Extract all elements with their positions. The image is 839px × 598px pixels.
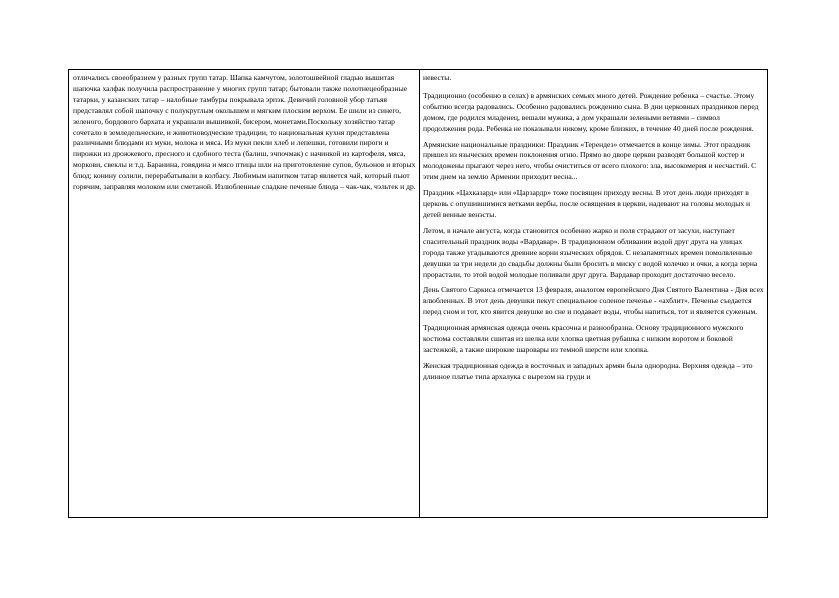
right-paragraph-5: День Святого Саркиса отмечается 13 февраля, аналогом европейского Дня Святого Валентина - Дня всех влюбленных. В этот день девушки пекут специальное соленое печенье - «ахблит». Печенье съедается перед сном и тот, кто явится девушке во сне и подавает воды, чтобы напиться, тот и является суженым. <box>423 285 764 317</box>
right-paragraph-1: Традиционно (особенно в селах) в армянских семьях много детей. Рождение ребенка – счастье. Этому событию всегда радовались. Особенно радовались рождению сына. В дни церковных праздников перед домом, где родился младенец, вешали мужика, а дом украшали зелеными ветвями – символ продолжения рода. Ребенка не показывали никому, кроме близких, в течение 40 дней после рождения. <box>423 90 759 133</box>
left-paragraph: отличались своеобразием у разных групп татар. Шапка камчутом, золотошвейной гладью вышитая шапочка халфак получила распространение у многих групп татар; бытовали также полотнецеобразные татарки, у казанских татар – налобные тамбуры покрывала эрпэк. Девичий головной убор татьяя представлял собой шапочку с полукруглым околышем и мягким плоским верхом. Ее шили из синего, зеленого, бордового бархата и украшали вышивкой, бисером, монетами.Поскольку хозяйство татар сочетало в земледельческие, и животноводческие традиции, то национальная кухня представлена различными блюдами из муки, молока и мяса. Из муки пекли хлеб и лепешки, готовили пироги и пирожки из дрожжевого, пресного и сдобного теста (балиш, эчпочмак) с начинкой из картофеля, мяса, моркови, свеклы и т.д. Баранина, говядина и мясо птицы шли на приготовление супов, бульонов и вторых блюд; конину солили, перерабатывали в колбасу. Любимым напитком татар является чай, который пьют горячим, заправляя молоком или сметаной. Излюбленные сладкие печеные блюда – чак-чак, чэльтек и др. <box>73 73 416 192</box>
right-paragraph-7: Женская традиционная одежда в восточных и западных армян была однородна. Верхняя одежда – это длинное платье типа архалука с вырезом на груди и <box>423 360 753 381</box>
right-paragraph-4: Летом, в начале августа, когда становится особенно жарко и поля страдают от засухи, наступает спасительный праздник воды «Вардавар». В традиционном обливании водой друг друга на улицах города также угадываются древние корни языческих обрядов. С незапамятных времен помолвленные девушки за три недели до свадьбы должны были бросить в миску с водой колечко и очки, а когда зерна прорастали, то этой водой молодые поливали друг друга. Вардавар проходит достаточно весело. <box>423 225 758 279</box>
right-paragraph-2: Армянские национальные праздники: Праздник «Терендез» отмечается в конце зимы. Этот праздник пришел из языческих времен поклонения огню. Прямо во дворе церкви разводят большой костер и молодожены прыгают через него, чтобы очиститься от всего плохого: зла, высокомерия и несчастий. С этим днем на землю Армении приходит весна... <box>423 139 757 182</box>
right-paragraph-6: Традиционная армянская одежда очень красочна и разнообразна. Основу традиционного мужского костюма составляли сшитая из шелка или хлопка цветная рубашка с низким воротом и боковой застежкой, а также широкие шаровары из темной шерсти или хлопка. <box>423 323 744 354</box>
right-column <box>420 70 767 517</box>
left-column <box>69 70 420 517</box>
right-paragraph-0: невесты. <box>423 73 452 82</box>
right-paragraph-3: Праздник «Цахказард» или «Царзардр» тоже посвящен приходу весны. В этот день люди приходят в церковь с опушившимися ветками вербы, после освящения в церкви, надевают на головы молодых и детей венные венэсты. <box>423 188 751 219</box>
content-table <box>68 69 768 518</box>
